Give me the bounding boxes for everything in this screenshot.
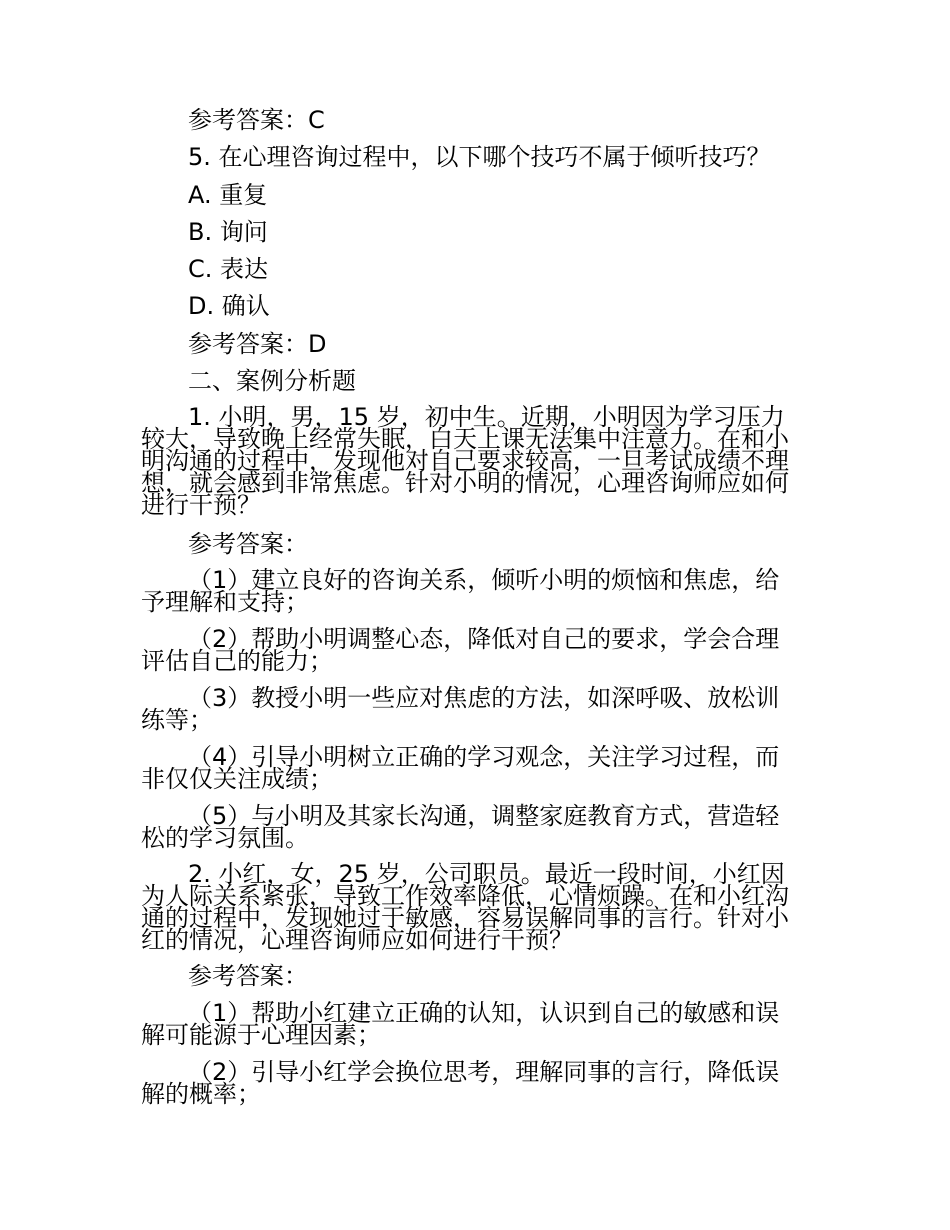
case-2-answer-1-cont: 解可能源于心理因素； (141, 1021, 381, 1049)
case-1-answer-2-cont: 评估自己的能力； (141, 647, 333, 675)
case-2-answer-2: （2）引导小红学会换位思考，理解同事的言行，降低误 (188, 1058, 780, 1086)
case-1-answer-4-cont: 非仅仅关注成绩； (141, 765, 333, 793)
case-2-answer-1: （1）帮助小红建立正确的认知，认识到自己的敏感和误 (188, 999, 780, 1027)
case-1-answer-2: （2）帮助小明调整心态，降低对自己的要求，学会合理 (188, 625, 780, 653)
case-1-answer-1-cont: 予理解和支持； (141, 588, 309, 616)
case-1-answer-label: 参考答案： (188, 530, 308, 558)
case-2-line: 通的过程中，发现她过于敏感，容易误解同事的言行。针对小 (141, 904, 789, 932)
case-2-answer-2-cont: 解的概率； (141, 1080, 261, 1108)
case-1-answer-4: （4）引导小明树立正确的学习观念，关注学习过程，而 (188, 743, 780, 771)
answer-4: 参考答案：C (188, 106, 325, 134)
question-5-option-a: A. 重复 (188, 181, 268, 209)
case-1-answer-3: （3）教授小明一些应对焦虑的方法，如深呼吸、放松训 (188, 684, 780, 712)
answer-5: 参考答案：D (188, 330, 327, 358)
question-5-stem: 5. 在心理咨询过程中，以下哪个技巧不属于倾听技巧？ (188, 143, 771, 171)
case-1-line: 进行干预？ (141, 491, 261, 519)
case-2-line: 为人际关系紧张，导致工作效率降低，心情烦躁。在和小红沟 (141, 882, 789, 910)
case-2-line: 红的情况，心理咨询师应如何进行干预？ (141, 926, 573, 954)
case-2-line: 2. 小红，女，25 岁，公司职员。最近一段时间，小红因 (188, 860, 785, 888)
case-2-answer-label: 参考答案： (188, 962, 308, 990)
case-1-answer-5: （5）与小明及其家长沟通，调整家庭教育方式，营造轻 (188, 802, 780, 830)
case-1-line: 明沟通的过程中，发现他对自己要求较高，一旦考试成绩不理 (141, 447, 789, 475)
case-1-answer-5-cont: 松的学习氛围。 (141, 824, 309, 852)
question-5-option-b: B. 询问 (188, 218, 268, 246)
section-title: 二、案例分析题 (188, 367, 356, 395)
case-1-answer-1: （1）建立良好的咨询关系，倾听小明的烦恼和焦虑，给 (188, 566, 780, 594)
question-5-option-c: C. 表达 (188, 255, 269, 283)
case-1-line: 1. 小明，男，15 岁，初中生。近期，小明因为学习压力 (188, 403, 785, 431)
case-1-line: 较大，导致晚上经常失眠，白天上课无法集中注意力。在和小 (141, 425, 789, 453)
case-1-line: 想，就会感到非常焦虑。针对小明的情况，心理咨询师应如何 (141, 469, 789, 497)
question-5-option-d: D. 确认 (188, 292, 270, 320)
case-1-answer-3-cont: 练等； (141, 706, 213, 734)
